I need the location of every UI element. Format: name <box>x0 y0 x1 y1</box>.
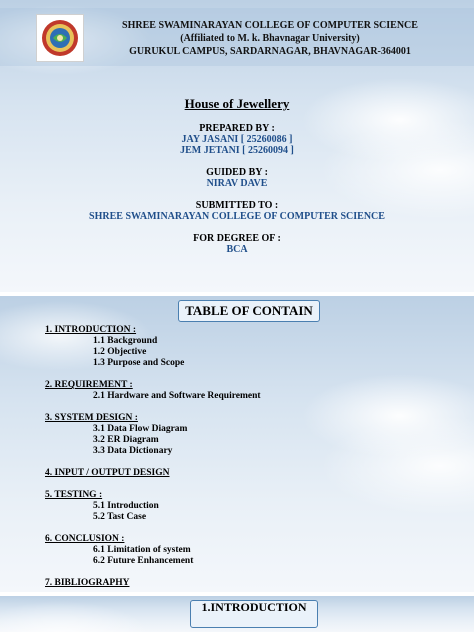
toc-section-heading: 4. INPUT / OUTPUT DESIGN <box>45 468 170 478</box>
toc-item: 3.1 Data Flow Diagram <box>93 424 188 434</box>
toc-section-heading: 6. CONCLUSION : <box>45 534 125 544</box>
toc-section-heading: 7. BIBLIOGRAPHY <box>45 578 130 588</box>
toc-title: TABLE OF CONTAIN <box>178 300 320 322</box>
toc-item: 3.3 Data Dictionary <box>93 446 173 456</box>
degree-value: BCA <box>226 244 248 255</box>
student-2: JEM JETANI [ 25260094 ] <box>180 145 294 156</box>
college-logo <box>36 14 84 62</box>
toc-item: 2.1 Hardware and Software Requirement <box>93 391 261 401</box>
toc-item: 5.2 Tast Case <box>93 512 147 522</box>
introduction-title: 1.INTRODUCTION <box>201 600 307 614</box>
introduction-title-box <box>190 600 318 628</box>
toc-item: 5.1 Introduction <box>93 501 159 511</box>
toc-item: 1.1 Background <box>93 336 158 346</box>
toc-section-heading: 3. SYSTEM DESIGN : <box>45 413 138 423</box>
guided-by-label: GUIDED BY : <box>206 167 268 178</box>
toc-section-heading: 1. INTRODUCTION : <box>45 325 137 335</box>
student-1: JAY JASANI [ 25260086 ] <box>181 134 293 145</box>
toc-item: 6.2 Future Enhancement <box>93 556 194 566</box>
college-emblem-icon <box>40 18 80 58</box>
project-title: House of Jewellery <box>184 96 290 111</box>
submitted-to-label: SUBMITTED TO : <box>195 200 279 211</box>
prepared-by-label: PREPARED BY : <box>199 123 275 134</box>
toc-item: 1.3 Purpose and Scope <box>93 358 185 368</box>
introduction-slide <box>0 596 474 632</box>
toc-section-heading: 2. REQUIREMENT : <box>45 380 133 390</box>
affiliation: (Affiliated to M. k. Bhavnagar University) <box>180 33 360 44</box>
toc-item: 1.2 Objective <box>93 347 147 357</box>
degree-label: FOR DEGREE OF : <box>193 233 281 244</box>
college-address: GURUKUL CAMPUS, SARDARNAGAR, BHAVNAGAR-364001 <box>129 46 411 57</box>
college-header <box>90 19 450 58</box>
cover-slide <box>0 0 474 292</box>
toc-item: 3.2 ER Diagram <box>93 435 159 445</box>
toc-section-heading: 5. TESTING : <box>45 490 103 500</box>
submitted-to-value: SHREE SWAMINARAYAN COLLEGE OF COMPUTER SCIENCE <box>89 211 385 222</box>
guide-name: NIRAV DAVE <box>206 178 268 189</box>
toc-slide <box>0 296 474 592</box>
toc-item: 6.1 Limitation of system <box>93 545 191 555</box>
college-name: SHREE SWAMINARAYAN COLLEGE OF COMPUTER SCIENCE <box>122 20 418 31</box>
